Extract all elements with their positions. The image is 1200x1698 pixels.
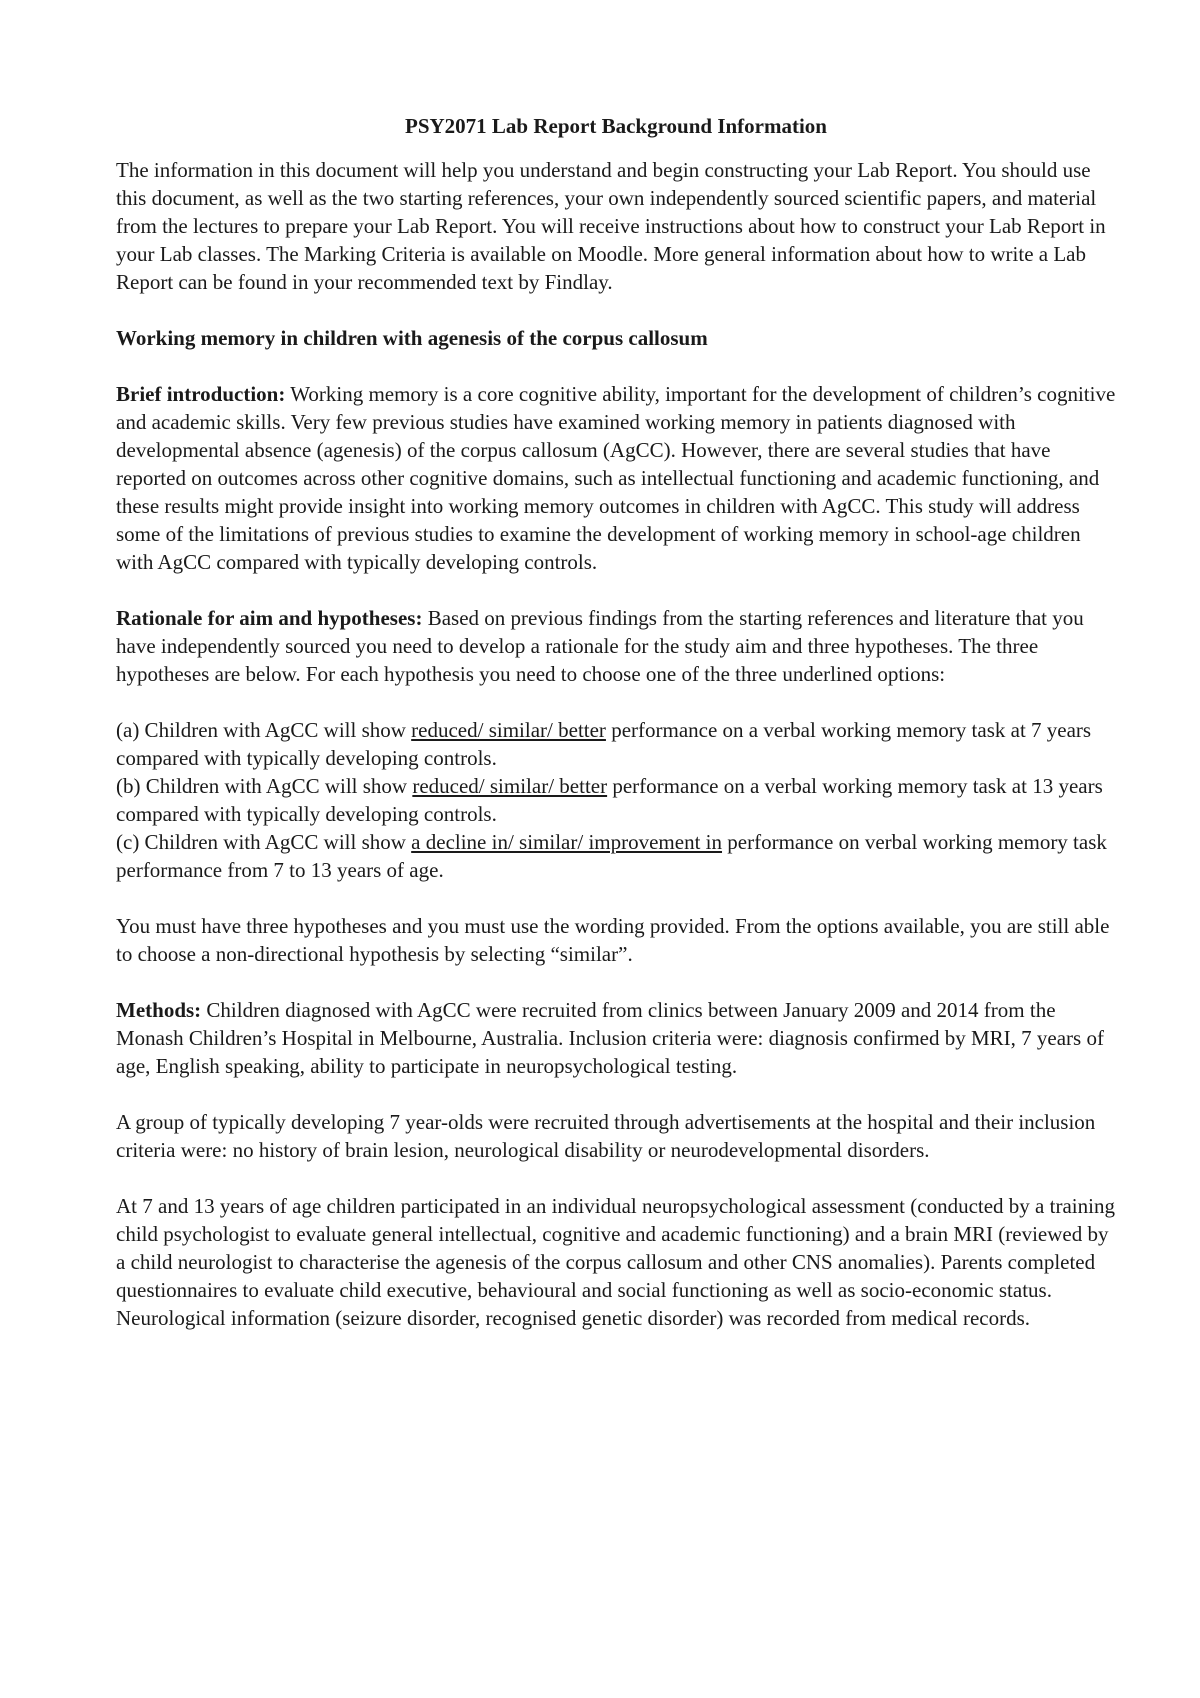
section-heading: Working memory in children with agenesis of the corpus callosum [116, 326, 708, 350]
brief-introduction-text: Working memory is a core cognitive ability, important for the development of children’s cognitive and academic skills. Very few previous studies have examined working memory in patients diagnosed with developmental absence (agenesis) of the corpus callosum (AgCC). However, there are several studies that have reported on outcomes across other cognitive domains, such as intellectual functioning and academic functioning, and these results might provide insight into working memory outcomes in children with AgCC. This study will address some of the limitations of previous studies to examine the development of working memory in school-age children with AgCC compared with typically developing controls. [116, 382, 1116, 574]
document-page [116, 112, 1116, 1360]
methods-label: Methods: [116, 998, 202, 1022]
brief-introduction-paragraph [116, 380, 1116, 576]
hypothesis-options: reduced/ similar/ better [411, 718, 606, 742]
assessment-paragraph: At 7 and 13 years of age children participated in an individual neuropsychological assessment (conducted by a training child psychologist to evaluate general intellectual, cognitive and academic functioning) and a brain MRI (reviewed by a child neurologist to characterise the agenesis of the corpus callosum and other CNS anomalies). Parents completed questionnaires to evaluate child executive, behavioural and social functioning as well as socio-economic status. Neurological information (seizure disorder, recognised genetic disorder) was recorded from medical records. [116, 1194, 1115, 1330]
hypothesis-prefix: (c) Children with AgCC will show [116, 830, 412, 854]
wording-note-paragraph: You must have three hypotheses and you must use the wording provided. From the options available, you are still able to choose a non-directional hypothesis by selecting “similar”. [116, 914, 1110, 966]
methods-text: Children diagnosed with AgCC were recruited from clinics between January 2009 and 2014 from the Monash Children’s Hospital in Melbourne, Australia. Inclusion criteria were: diagnosis confirmed by MRI, 7 years of age, English speaking, ability to participate in neuropsychological testing. [116, 998, 1104, 1078]
hypothesis-options: a decline in/ similar/ improvement in [411, 830, 723, 854]
hypothesis-options: reduced/ similar/ better [412, 774, 608, 798]
hypothesis-suffix: performance on a verbal working memory task at 7 years compared with typically developing controls. [116, 718, 1092, 770]
hypothesis-a [116, 716, 1116, 772]
hypothesis-b [116, 772, 1116, 828]
intro-paragraph: The information in this document will help you understand and begin constructing your Lab Report. You should use this document, as well as the two starting references, your own independently sourced scientific papers, and material from the lectures to prepare your Lab Report. You will receive instructions about how to construct your Lab Report in your Lab classes. The Marking Criteria is available on Moodle. More general information about how to write a Lab Report can be found in your recommended text by Findlay. [116, 158, 1106, 294]
methods-paragraph [116, 996, 1116, 1080]
hypotheses-list [116, 716, 1116, 884]
rationale-label: Rationale for aim and hypotheses: [116, 606, 423, 630]
hypothesis-suffix: performance on verbal working memory task performance from 7 to 13 years of age. [116, 830, 1107, 882]
document-title: PSY2071 Lab Report Background Information [405, 114, 827, 138]
hypothesis-c [116, 828, 1116, 884]
rationale-paragraph [116, 604, 1116, 688]
brief-introduction-label: Brief introduction: [116, 382, 286, 406]
hypothesis-suffix: performance on a verbal working memory task at 13 years compared with typically developing controls. [116, 774, 1103, 826]
rationale-text: Based on previous findings from the starting references and literature that you have independently sourced you need to develop a rationale for the study aim and three hypotheses. The three hypotheses are below. For each hypothesis you need to choose one of the three underlined options: [116, 606, 1084, 686]
hypothesis-prefix: (b) Children with AgCC will show [116, 774, 413, 798]
controls-paragraph: A group of typically developing 7 year-olds were recruited through advertisements at the hospital and their inclusion criteria were: no history of brain lesion, neurological disability or neurodevelopmental disorders. [116, 1110, 1096, 1162]
hypothesis-prefix: (a) Children with AgCC will show [116, 718, 412, 742]
